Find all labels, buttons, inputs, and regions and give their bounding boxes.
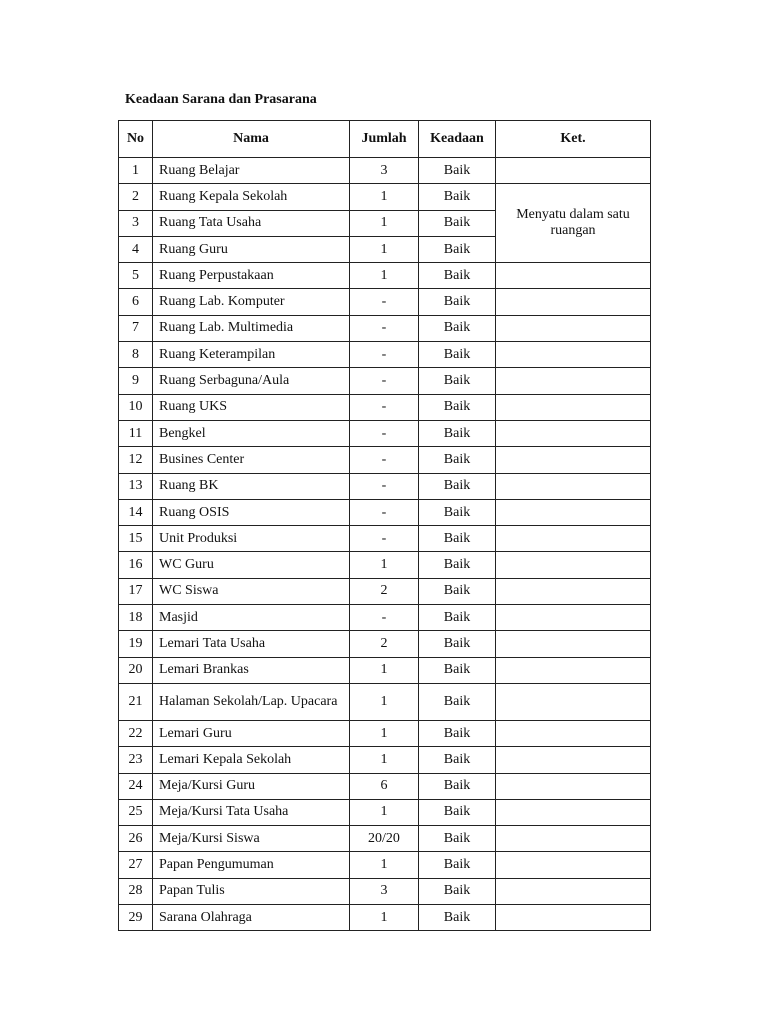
cell-no: 29 bbox=[119, 905, 153, 931]
cell-nama: Lemari Kepala Sekolah bbox=[153, 747, 350, 773]
table-row bbox=[119, 852, 651, 878]
cell-nama: Meja/Kursi Siswa bbox=[153, 826, 350, 852]
cell-jumlah: - bbox=[350, 315, 419, 341]
cell-nama: Lemari Guru bbox=[153, 720, 350, 746]
cell-jumlah: 1 bbox=[350, 657, 419, 683]
cell-ket bbox=[496, 826, 651, 852]
cell-jumlah: - bbox=[350, 394, 419, 420]
cell-no: 13 bbox=[119, 473, 153, 499]
cell-nama: Meja/Kursi Tata Usaha bbox=[153, 799, 350, 825]
cell-no: 18 bbox=[119, 605, 153, 631]
cell-nama: Ruang Belajar bbox=[153, 158, 350, 184]
cell-jumlah: 2 bbox=[350, 578, 419, 604]
cell-no: 28 bbox=[119, 878, 153, 904]
cell-nama: Ruang Perpustakaan bbox=[153, 263, 350, 289]
cell-no: 15 bbox=[119, 526, 153, 552]
table-row bbox=[119, 799, 651, 825]
cell-ket bbox=[496, 263, 651, 289]
table-row bbox=[119, 184, 651, 210]
table-row bbox=[119, 263, 651, 289]
cell-no: 12 bbox=[119, 447, 153, 473]
cell-ket bbox=[496, 720, 651, 746]
cell-jumlah: - bbox=[350, 447, 419, 473]
cell-ket bbox=[496, 605, 651, 631]
cell-no: 9 bbox=[119, 368, 153, 394]
table-row bbox=[119, 552, 651, 578]
cell-no: 11 bbox=[119, 420, 153, 446]
cell-jumlah: 1 bbox=[350, 720, 419, 746]
cell-jumlah: 1 bbox=[350, 852, 419, 878]
cell-ket bbox=[496, 394, 651, 420]
cell-nama: Ruang BK bbox=[153, 473, 350, 499]
cell-nama: WC Guru bbox=[153, 552, 350, 578]
cell-nama: Halaman Sekolah/Lap. Upacara bbox=[153, 683, 350, 720]
facilities-table bbox=[118, 120, 651, 931]
cell-no: 2 bbox=[119, 184, 153, 210]
cell-no: 21 bbox=[119, 683, 153, 720]
table-row bbox=[119, 631, 651, 657]
cell-nama: Lemari Brankas bbox=[153, 657, 350, 683]
cell-keadaan: Baik bbox=[419, 315, 496, 341]
cell-jumlah: - bbox=[350, 420, 419, 446]
cell-jumlah: 1 bbox=[350, 905, 419, 931]
document-title: Keadaan Sarana dan Prasarana bbox=[125, 92, 317, 107]
header-ket: Ket. bbox=[496, 121, 651, 158]
cell-jumlah: 1 bbox=[350, 263, 419, 289]
cell-no: 17 bbox=[119, 578, 153, 604]
cell-nama: Ruang Lab. Komputer bbox=[153, 289, 350, 315]
cell-keadaan: Baik bbox=[419, 420, 496, 446]
cell-no: 7 bbox=[119, 315, 153, 341]
cell-no: 26 bbox=[119, 826, 153, 852]
cell-no: 25 bbox=[119, 799, 153, 825]
cell-no: 23 bbox=[119, 747, 153, 773]
cell-nama: Sarana Olahraga bbox=[153, 905, 350, 931]
cell-ket bbox=[496, 473, 651, 499]
cell-ket bbox=[496, 799, 651, 825]
cell-jumlah: - bbox=[350, 289, 419, 315]
cell-keadaan: Baik bbox=[419, 394, 496, 420]
cell-nama: Meja/Kursi Guru bbox=[153, 773, 350, 799]
header-keadaan: Keadaan bbox=[419, 121, 496, 158]
cell-ket bbox=[496, 683, 651, 720]
cell-ket bbox=[496, 315, 651, 341]
cell-nama: WC Siswa bbox=[153, 578, 350, 604]
cell-jumlah: - bbox=[350, 526, 419, 552]
table-row bbox=[119, 473, 651, 499]
cell-ket bbox=[496, 905, 651, 931]
cell-keadaan: Baik bbox=[419, 747, 496, 773]
cell-no: 22 bbox=[119, 720, 153, 746]
cell-keadaan: Baik bbox=[419, 210, 496, 236]
cell-nama: Bengkel bbox=[153, 420, 350, 446]
cell-ket bbox=[496, 447, 651, 473]
cell-jumlah: 3 bbox=[350, 158, 419, 184]
cell-jumlah: - bbox=[350, 605, 419, 631]
cell-jumlah: 1 bbox=[350, 552, 419, 578]
cell-jumlah: - bbox=[350, 368, 419, 394]
cell-keadaan: Baik bbox=[419, 683, 496, 720]
table-row bbox=[119, 315, 651, 341]
table-row bbox=[119, 905, 651, 931]
cell-ket bbox=[496, 342, 651, 368]
cell-jumlah: - bbox=[350, 342, 419, 368]
cell-nama: Ruang Lab. Multimedia bbox=[153, 315, 350, 341]
cell-jumlah: 2 bbox=[350, 631, 419, 657]
cell-nama: Masjid bbox=[153, 605, 350, 631]
cell-jumlah: 1 bbox=[350, 683, 419, 720]
cell-jumlah: - bbox=[350, 499, 419, 525]
cell-keadaan: Baik bbox=[419, 657, 496, 683]
cell-jumlah: 1 bbox=[350, 747, 419, 773]
cell-keadaan: Baik bbox=[419, 773, 496, 799]
cell-keadaan: Baik bbox=[419, 578, 496, 604]
table-header-row bbox=[119, 121, 651, 158]
cell-keadaan: Baik bbox=[419, 289, 496, 315]
cell-no: 8 bbox=[119, 342, 153, 368]
cell-keadaan: Baik bbox=[419, 447, 496, 473]
table-row bbox=[119, 578, 651, 604]
cell-ket bbox=[496, 878, 651, 904]
table-row bbox=[119, 605, 651, 631]
cell-ket bbox=[496, 499, 651, 525]
table-row bbox=[119, 720, 651, 746]
cell-ket bbox=[496, 631, 651, 657]
table-row bbox=[119, 747, 651, 773]
table-body bbox=[119, 158, 651, 931]
header-jumlah: Jumlah bbox=[350, 121, 419, 158]
header-no: No bbox=[119, 121, 153, 158]
table-row bbox=[119, 394, 651, 420]
cell-keadaan: Baik bbox=[419, 905, 496, 931]
cell-jumlah: 6 bbox=[350, 773, 419, 799]
cell-keadaan: Baik bbox=[419, 526, 496, 552]
cell-nama: Ruang Kepala Sekolah bbox=[153, 184, 350, 210]
cell-no: 5 bbox=[119, 263, 153, 289]
cell-keadaan: Baik bbox=[419, 852, 496, 878]
cell-keadaan: Baik bbox=[419, 473, 496, 499]
cell-nama: Papan Pengumuman bbox=[153, 852, 350, 878]
cell-keadaan: Baik bbox=[419, 799, 496, 825]
cell-nama: Busines Center bbox=[153, 447, 350, 473]
cell-jumlah: 3 bbox=[350, 878, 419, 904]
cell-nama: Ruang Keterampilan bbox=[153, 342, 350, 368]
cell-ket bbox=[496, 657, 651, 683]
cell-keadaan: Baik bbox=[419, 368, 496, 394]
table-row bbox=[119, 289, 651, 315]
cell-keadaan: Baik bbox=[419, 631, 496, 657]
table-row bbox=[119, 526, 651, 552]
cell-jumlah: 1 bbox=[350, 799, 419, 825]
cell-jumlah: 1 bbox=[350, 210, 419, 236]
cell-keadaan: Baik bbox=[419, 605, 496, 631]
cell-no: 3 bbox=[119, 210, 153, 236]
cell-keadaan: Baik bbox=[419, 826, 496, 852]
cell-no: 24 bbox=[119, 773, 153, 799]
cell-keadaan: Baik bbox=[419, 263, 496, 289]
cell-keadaan: Baik bbox=[419, 720, 496, 746]
cell-no: 27 bbox=[119, 852, 153, 878]
cell-no: 6 bbox=[119, 289, 153, 315]
table-row bbox=[119, 683, 651, 720]
cell-no: 19 bbox=[119, 631, 153, 657]
cell-jumlah: 20/20 bbox=[350, 826, 419, 852]
table-row bbox=[119, 368, 651, 394]
table-row bbox=[119, 499, 651, 525]
cell-no: 20 bbox=[119, 657, 153, 683]
cell-no: 4 bbox=[119, 236, 153, 262]
cell-keadaan: Baik bbox=[419, 236, 496, 262]
cell-nama: Unit Produksi bbox=[153, 526, 350, 552]
cell-keadaan: Baik bbox=[419, 552, 496, 578]
cell-nama: Ruang UKS bbox=[153, 394, 350, 420]
cell-no: 1 bbox=[119, 158, 153, 184]
table-row bbox=[119, 878, 651, 904]
cell-keadaan: Baik bbox=[419, 158, 496, 184]
cell-nama: Ruang Tata Usaha bbox=[153, 210, 350, 236]
cell-ket bbox=[496, 526, 651, 552]
cell-ket bbox=[496, 747, 651, 773]
cell-jumlah: - bbox=[350, 473, 419, 499]
cell-jumlah: 1 bbox=[350, 236, 419, 262]
table-row bbox=[119, 773, 651, 799]
cell-ket bbox=[496, 773, 651, 799]
cell-ket-merged: Menyatu dalam satu ruangan bbox=[496, 184, 651, 263]
table-row bbox=[119, 420, 651, 446]
cell-keadaan: Baik bbox=[419, 499, 496, 525]
table-row bbox=[119, 657, 651, 683]
cell-ket bbox=[496, 852, 651, 878]
cell-ket bbox=[496, 368, 651, 394]
cell-nama: Lemari Tata Usaha bbox=[153, 631, 350, 657]
cell-nama: Ruang Serbaguna/Aula bbox=[153, 368, 350, 394]
table-row bbox=[119, 826, 651, 852]
table-row bbox=[119, 342, 651, 368]
cell-jumlah: 1 bbox=[350, 184, 419, 210]
table-row bbox=[119, 158, 651, 184]
cell-keadaan: Baik bbox=[419, 184, 496, 210]
cell-nama: Ruang Guru bbox=[153, 236, 350, 262]
cell-ket bbox=[496, 289, 651, 315]
header-nama: Nama bbox=[153, 121, 350, 158]
cell-nama: Papan Tulis bbox=[153, 878, 350, 904]
cell-keadaan: Baik bbox=[419, 878, 496, 904]
cell-no: 14 bbox=[119, 499, 153, 525]
table-row bbox=[119, 447, 651, 473]
cell-nama: Ruang OSIS bbox=[153, 499, 350, 525]
cell-ket bbox=[496, 578, 651, 604]
cell-no: 10 bbox=[119, 394, 153, 420]
cell-keadaan: Baik bbox=[419, 342, 496, 368]
cell-ket bbox=[496, 158, 651, 184]
cell-no: 16 bbox=[119, 552, 153, 578]
cell-ket bbox=[496, 420, 651, 446]
cell-ket bbox=[496, 552, 651, 578]
